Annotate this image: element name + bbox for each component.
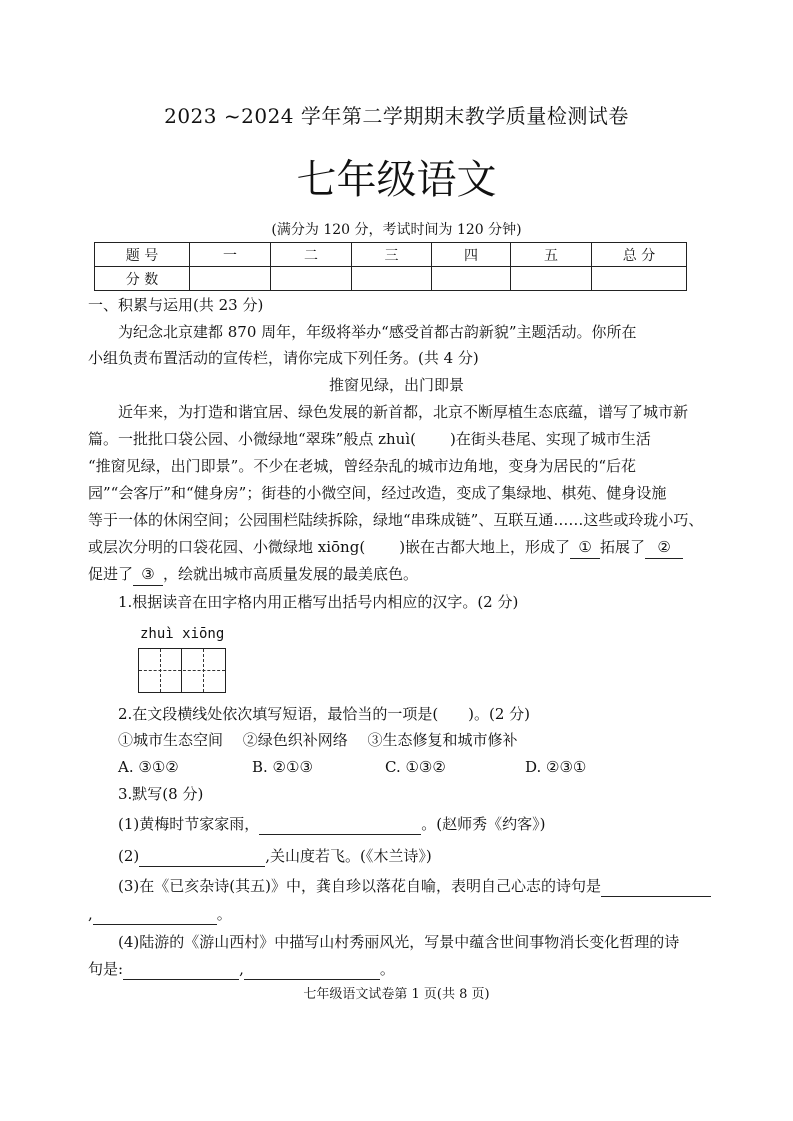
page-footer: 七年级语文试卷第 1 页(共 8 页) <box>303 987 490 1002</box>
question-3: 3.默写(8 分) <box>118 785 204 803</box>
recite-3-cont: , 。 <box>88 905 232 923</box>
recite-2: (2) ,关山度若飞。(《木兰诗》) <box>118 847 432 865</box>
score-blank-cell[interactable] <box>511 267 592 291</box>
option-d[interactable]: D. ②③① <box>525 758 587 776</box>
table-cell: 二 <box>271 243 352 267</box>
score-blank-cell[interactable] <box>271 267 352 291</box>
table-cell: 四 <box>432 243 511 267</box>
passage-line: 近年来，为打造和谐宜居、绿色发展的新首都，北京不断厚植生态底蕴，谱写了城市新 <box>118 403 689 421</box>
phrase-list: ①城市生态空间 ②绿色织补网络 ③生态修复和城市修补 <box>118 731 518 749</box>
answer-line[interactable] <box>139 850 265 867</box>
answer-line[interactable] <box>93 908 217 925</box>
recite-4-cont: 句是: , 。 <box>88 960 395 978</box>
passage-line: 篇。一批批口袋公园、小微绿地“翠珠”般点 zhuì( )在街头巷尾、实现了城市生活 <box>88 430 651 448</box>
table-cell: 一 <box>190 243 271 267</box>
table-cell: 分 数 <box>95 267 190 291</box>
exam-title: 2023 ~2024 学年第二学期期末教学质量检测试卷 <box>164 104 629 128</box>
subject-title: 七年级语文 <box>296 157 497 203</box>
intro-line: 小组负责布置活动的宣传栏，请你完成下列任务。(共 4 分) <box>88 349 479 367</box>
table-cell: 总 分 <box>592 243 687 267</box>
answer-line[interactable] <box>244 963 380 980</box>
answer-line[interactable] <box>259 818 421 835</box>
passage-line: 或层次分明的口袋花园、小微绿地 xiōng( )嵌在古都大地上，形成了 ① 拓展了 ② <box>88 536 683 559</box>
question-1: 1.根据读音在田字格内用正楷写出括号内相应的汉字。(2 分) <box>118 593 519 611</box>
recite-1: (1)黄梅时节家家雨， 。(赵师秀《约客》) <box>118 815 546 833</box>
recite-4: (4)陆游的《游山西村》中描写山村秀丽风光，写景中蕴含世间事物消长变化哲理的诗 <box>118 933 680 951</box>
table-cell: 题 号 <box>95 243 190 267</box>
score-blank-cell[interactable] <box>592 267 687 291</box>
passage-title: 推窗见绿，出门即景 <box>328 376 464 394</box>
blank-1[interactable]: ① <box>570 536 600 559</box>
score-blank-cell[interactable] <box>352 267 432 291</box>
answer-line[interactable] <box>123 963 239 980</box>
score-blank-cell[interactable] <box>432 267 511 291</box>
recite-3: (3)在《已亥杂诗(其五)》中，龚自珍以落花自喻，表明自己心志的诗句是 <box>118 875 711 897</box>
blank-2[interactable]: ② <box>645 536 683 559</box>
intro-line: 为纪念北京建都 870 周年，年级将举办“感受首都古韵新貌”主题活动。你所在 <box>118 323 637 341</box>
score-table-header-row <box>95 243 687 267</box>
passage-line: 促进了 ③ ，绘就出城市高质量发展的最美底色。 <box>88 563 418 586</box>
passage-line: 等于一体的休闲空间；公园围栏陆续拆除，绿地“串珠成链”、互联互通……这些或玲珑小巧、 <box>88 511 704 529</box>
passage-line: “推窗见绿，出门即景”。不少在老城，曾经杂乱的城市边角地，变身为居民的“后花 <box>88 457 637 475</box>
option-b[interactable]: B. ②①③ <box>252 758 313 776</box>
passage-line: 园”“会客厅”和“健身房”；街巷的小微空间，经过改造，变成了集绿地、棋苑、健身设施 <box>88 484 667 502</box>
table-cell: 五 <box>511 243 592 267</box>
score-note: (满分为 120 分，考试时间为 120 分钟) <box>271 222 522 238</box>
table-cell: 三 <box>352 243 432 267</box>
score-table-score-row <box>95 267 687 291</box>
score-blank-cell[interactable] <box>190 267 271 291</box>
blank-3[interactable]: ③ <box>133 563 163 586</box>
section-heading: 一、积累与运用(共 23 分) <box>88 296 264 314</box>
score-table <box>94 242 687 291</box>
option-a[interactable]: A. ③①② <box>118 758 179 776</box>
tianzige-grid[interactable] <box>138 648 226 693</box>
answer-line[interactable] <box>601 880 711 897</box>
pinyin-label: zhuì xiōng <box>140 626 225 642</box>
question-2: 2.在文段横线处依次填写短语，最恰当的一项是( )。(2 分) <box>118 705 531 723</box>
option-c[interactable]: C. ①③② <box>385 758 446 776</box>
